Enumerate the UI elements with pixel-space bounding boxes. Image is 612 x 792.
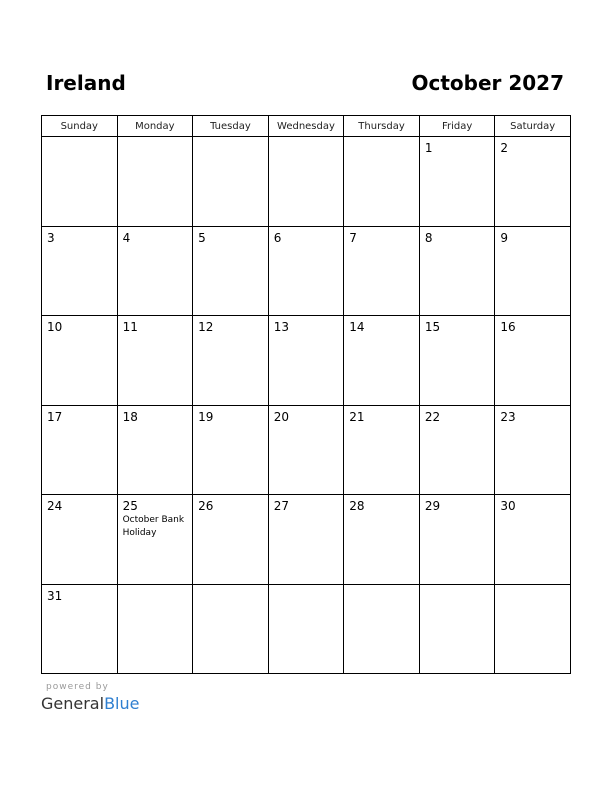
day-cell: [419, 405, 495, 495]
day-cell: [193, 137, 269, 227]
day-cell: [495, 584, 571, 674]
day-cell: [268, 584, 344, 674]
day-number: 3: [47, 230, 55, 245]
day-cell: [419, 495, 495, 585]
weekday-header: Friday: [419, 116, 495, 137]
day-cell: [268, 226, 344, 316]
week-row: [42, 495, 571, 585]
day-cell: [117, 137, 193, 227]
month-year-title: October 2027: [411, 71, 564, 95]
day-cell: [117, 584, 193, 674]
day-number: 11: [122, 320, 138, 334]
day-number: 5: [198, 230, 206, 245]
day-cell: [42, 316, 118, 406]
day-cell: [344, 584, 420, 674]
day-cell: [268, 316, 344, 406]
day-cell: [344, 137, 420, 227]
brand-general-text: General: [41, 694, 105, 713]
day-number: 16: [500, 320, 516, 334]
day-cell: [419, 226, 495, 316]
day-cell: [268, 495, 344, 585]
day-number: 28: [349, 499, 365, 513]
day-cell: [42, 137, 118, 227]
day-cell: [117, 226, 193, 316]
weekday-header: Wednesday: [268, 116, 344, 137]
day-number: 8: [424, 230, 433, 245]
day-cell: [344, 226, 420, 316]
day-number: 24: [47, 499, 63, 513]
day-number: 26: [198, 499, 214, 513]
day-cell: [42, 226, 118, 316]
day-number: 20: [273, 409, 289, 424]
week-row: [42, 226, 571, 316]
weekday-header: Thursday: [344, 116, 420, 137]
day-number: 15: [424, 320, 441, 334]
generalblue-logo: [41, 694, 139, 714]
day-cell: [495, 405, 571, 495]
weekday-header: Sunday: [42, 116, 118, 137]
day-number: 13: [273, 320, 289, 334]
calendar-grid: [41, 115, 571, 674]
day-number: 4: [122, 230, 131, 245]
day-number: 12: [198, 320, 214, 334]
weekday-header: Monday: [117, 116, 193, 137]
day-number: 9: [500, 230, 509, 245]
day-number: 29: [424, 499, 441, 513]
day-cell: [193, 584, 269, 674]
brand-blue-text: Blue: [104, 694, 140, 713]
day-cell: [495, 226, 571, 316]
week-row: [42, 316, 571, 406]
day-number: 7: [349, 230, 357, 245]
day-number: 27: [273, 499, 289, 513]
day-cell: [193, 405, 269, 495]
day-number: 30: [500, 499, 516, 513]
day-cell: [344, 405, 420, 495]
day-cell: [193, 316, 269, 406]
day-cell: [268, 137, 344, 227]
country-title: Ireland: [46, 71, 126, 95]
day-number: 19: [198, 409, 214, 424]
week-row: [42, 405, 571, 495]
day-cell: [419, 137, 495, 227]
weekday-header-row: [42, 116, 571, 137]
day-number: 18: [122, 409, 138, 424]
week-row: [42, 137, 571, 227]
day-cell: [42, 584, 118, 674]
day-number: 25: [122, 499, 138, 513]
day-cell: [117, 316, 193, 406]
day-number: 21: [349, 409, 365, 424]
weekday-header: Saturday: [495, 116, 571, 137]
day-number: 31: [47, 588, 63, 603]
day-cell: [495, 316, 571, 406]
day-cell: [42, 495, 118, 585]
day-cell: [344, 495, 420, 585]
day-number: 22: [424, 409, 441, 424]
holiday-label: October Bank Holiday: [122, 515, 185, 538]
day-number: 10: [47, 320, 63, 334]
day-cell: [268, 405, 344, 495]
day-cell: [117, 405, 193, 495]
day-number: 6: [273, 230, 282, 245]
day-cell: [495, 495, 571, 585]
day-cell: [419, 584, 495, 674]
day-number: 14: [349, 320, 365, 334]
week-row: [42, 584, 571, 674]
day-number: 17: [47, 409, 63, 424]
day-cell: [344, 316, 420, 406]
day-number: 2: [500, 141, 509, 155]
day-number: 1: [424, 141, 433, 155]
day-cell: [495, 137, 571, 227]
day-cell: [42, 405, 118, 495]
powered-by-label: powered by: [46, 682, 109, 692]
weekday-header: Tuesday: [193, 116, 269, 137]
day-number: 23: [500, 409, 516, 424]
day-cell: [117, 495, 193, 585]
day-cell: [419, 316, 495, 406]
day-cell: [193, 226, 269, 316]
day-cell: [193, 495, 269, 585]
